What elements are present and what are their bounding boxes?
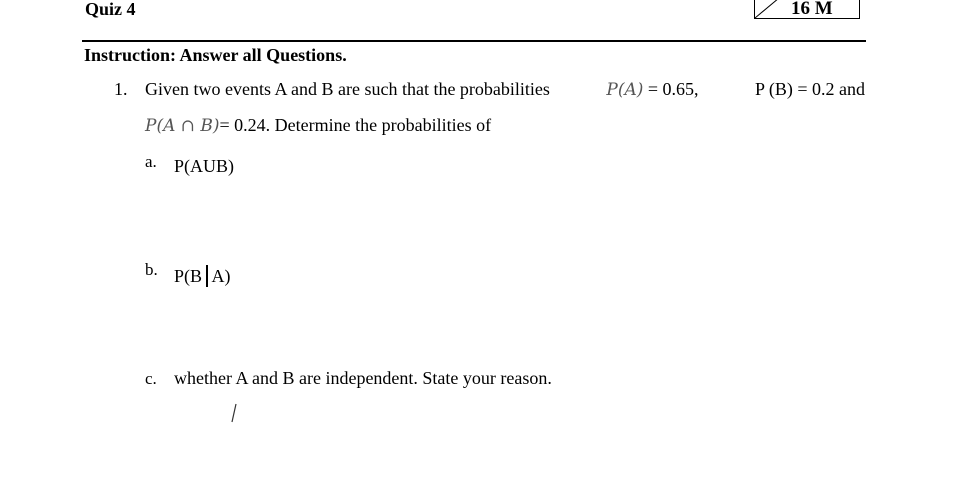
marks-diagonal-line (755, 0, 779, 18)
part-a-text: P(AUB) (174, 156, 235, 176)
question-intro: Given two events A and B are such that the probabilities (145, 79, 550, 99)
question-line-2 (145, 115, 491, 136)
question-line2-rest: = 0.24. Determine the probabilities of (219, 115, 492, 135)
question-line-1 (145, 79, 865, 100)
quiz-title: Quiz 4 (85, 0, 136, 19)
part-c-letter: c. (145, 369, 157, 388)
instruction-text: Instruction: Answer all Questions. (84, 45, 347, 65)
pen-stroke-mark (228, 402, 240, 424)
part-b-text (174, 265, 231, 287)
marks-box (754, 0, 860, 19)
pa-value: = 0.65, (647, 79, 699, 99)
marks-label: 16 M (791, 0, 833, 19)
header-divider (82, 40, 866, 42)
given-bar (206, 265, 208, 287)
part-b-letter: b. (145, 260, 158, 279)
prob-b: P (B) = 0.2 and (755, 79, 865, 99)
question-number: 1. (114, 79, 128, 99)
pab-expression: P(A ∩ B) (145, 116, 220, 136)
part-c-text: whether A and B are independent. State your reason. (174, 368, 552, 388)
part-a-letter: a. (145, 152, 157, 171)
part-b-text-left: P(B (174, 266, 203, 286)
part-b-text-right: A) (211, 266, 231, 286)
pa-expression: P(A) (606, 80, 644, 100)
prob-a (606, 79, 698, 100)
